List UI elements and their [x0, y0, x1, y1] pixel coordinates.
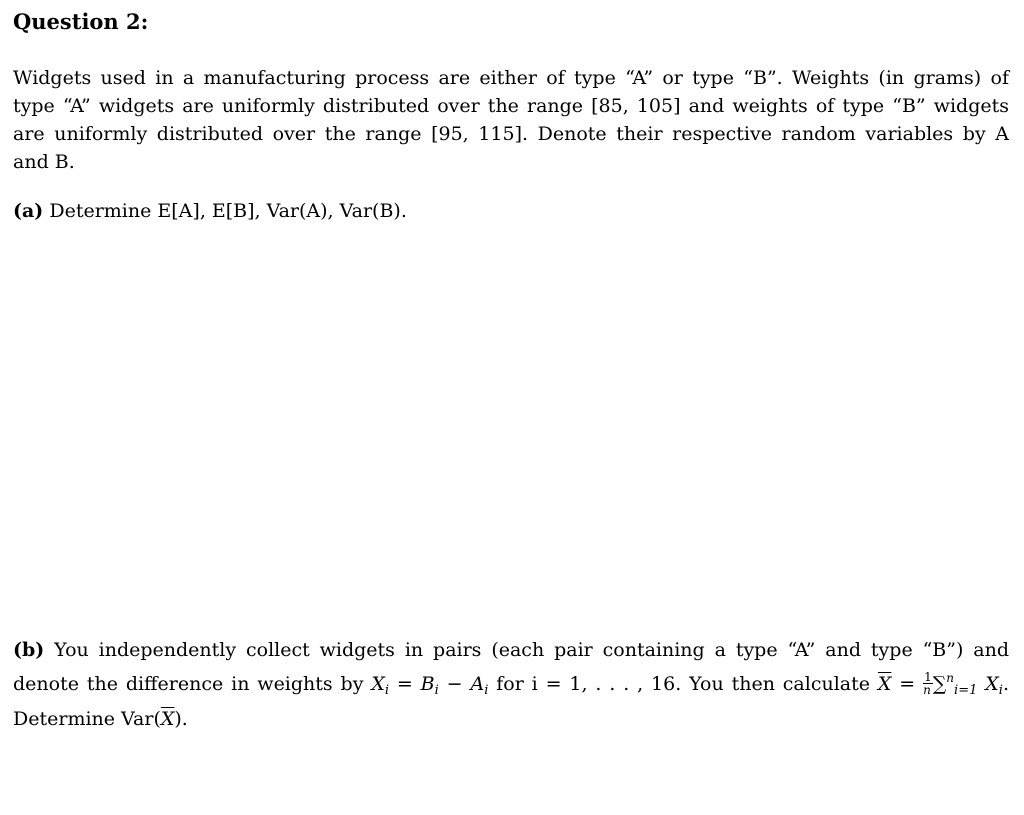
- math-sum-sup: n: [946, 671, 955, 685]
- math-x-sum: X: [977, 673, 999, 695]
- part-b-line-2: [13, 664, 1009, 705]
- math-sub-i: i: [384, 683, 390, 698]
- math-x-sum-sub: i: [998, 683, 1003, 698]
- math-frac-den: n: [923, 683, 931, 697]
- math-for-text: for i = 1, . . . , 16. You then calculate: [488, 673, 878, 695]
- part-b-line-3-pre: Determine Var(: [13, 708, 161, 730]
- intro-line-2: type “A” widgets are uniformly distributed over the range [85, 105] and weights of type “B” widgets: [13, 95, 1009, 117]
- question-heading: Question 2:: [13, 9, 149, 34]
- document-page: [13, 0, 1009, 815]
- math-eq2: =: [891, 673, 924, 695]
- math-sub-i-a: i: [484, 683, 489, 698]
- part-a-paragraph: [13, 197, 1009, 225]
- math-xbar: $\overline{X}$: [877, 673, 892, 695]
- intro-line-1: Widgets used in a manufacturing process are either of type “A” or type “B”. Weights (in grams) of: [13, 67, 1009, 89]
- part-b-label: (b): [13, 639, 45, 661]
- math-frac-num: 1: [924, 670, 932, 684]
- math-eq-b: = B: [389, 673, 435, 695]
- math-x: X: [371, 673, 385, 695]
- math-period: .: [1002, 673, 1009, 695]
- part-b-paragraph: [13, 636, 1009, 733]
- part-b-line-3: [13, 705, 1009, 733]
- part-a-text: Determine E[A], E[B], Var(A), Var(B).: [49, 200, 407, 222]
- math-xbar-var: $\overline{X}$: [160, 708, 175, 730]
- math-fraction: [923, 671, 933, 696]
- intro-line-3: are uniformly distributed over the range [95, 115]. Denote their respective random variables by A: [13, 123, 1009, 145]
- math-sum-sub: i=1: [954, 683, 978, 698]
- math-sub-i-b: i: [434, 683, 439, 698]
- part-b-line-3-post: ).: [174, 708, 188, 730]
- part-a-label: (a): [13, 200, 44, 222]
- part-b-line-1-text: You independently collect widgets in pairs (each pair containing a type “A” and type “B”) and: [54, 639, 1010, 661]
- part-b-line-1: [13, 636, 1009, 664]
- math-sum-symbol: ∑: [932, 673, 947, 695]
- math-minus-a: − A: [438, 673, 485, 695]
- intro-line-4: and B.: [13, 151, 75, 173]
- intro-paragraph: [13, 64, 1009, 176]
- part-b-line-2-text: denote the difference in weights by: [13, 673, 372, 695]
